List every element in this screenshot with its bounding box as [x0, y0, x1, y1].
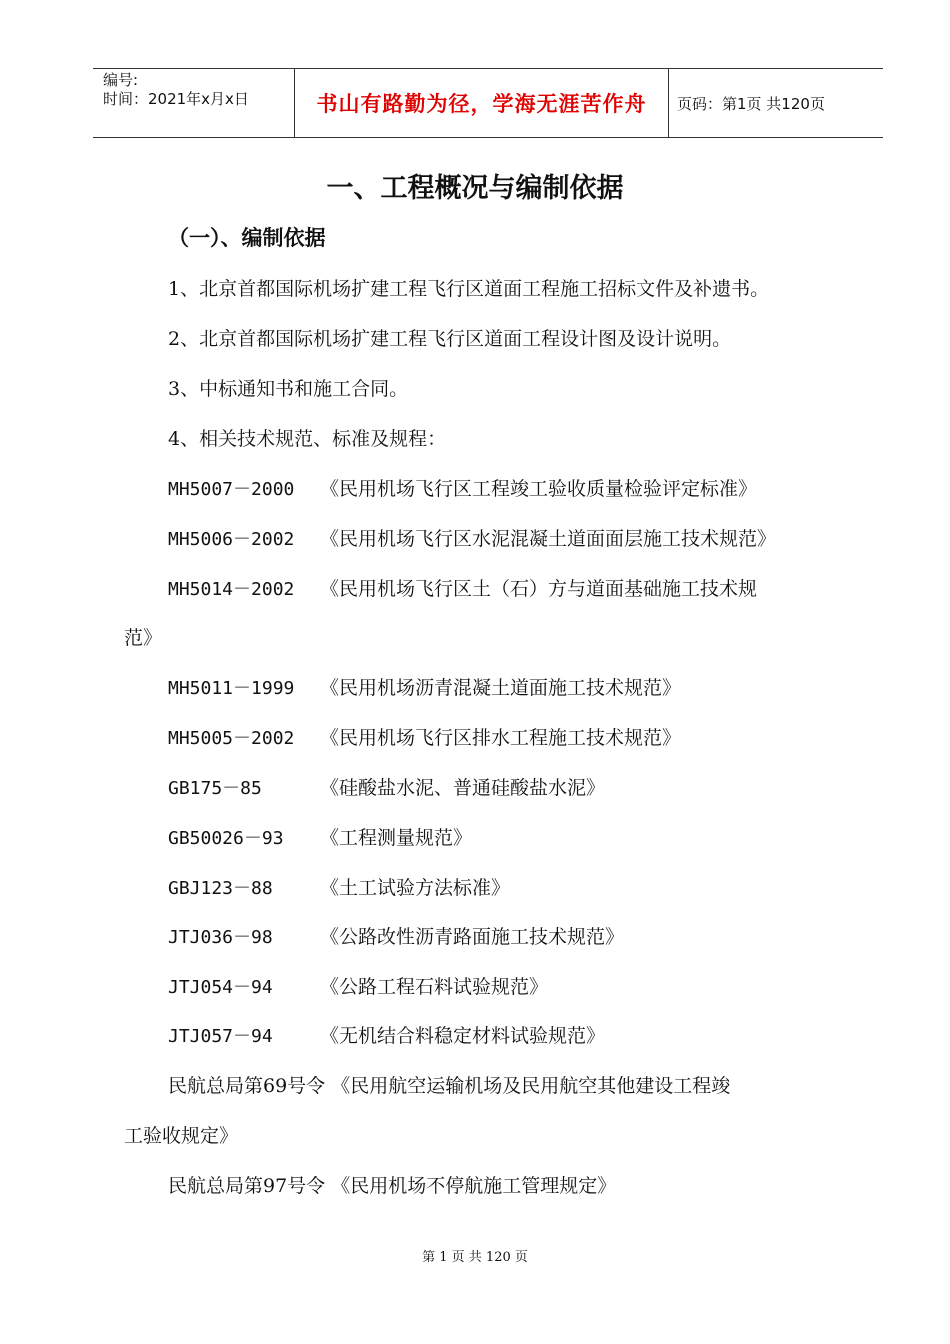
standard-name: 《硅酸盐水泥、普通硅酸盐水泥》: [320, 777, 606, 799]
standard-row: [168, 972, 548, 999]
order-line: 民航总局第69号令 《民用航空运输机场及民用航空其他建设工程竣: [168, 1075, 731, 1097]
document-header: [93, 68, 883, 138]
standard-name: 《民用机场沥青混凝土道面施工技术规范》: [320, 677, 682, 699]
page-number-label: 页码：第1页 共120页: [677, 94, 825, 113]
section-title: 一、工程概况与编制依据: [326, 173, 624, 204]
standard-row: [168, 524, 776, 551]
list-item: 1、北京首都国际机场扩建工程飞行区道面工程施工招标文件及补遗书。: [168, 278, 770, 300]
standard-name: 《工程测量规范》: [320, 827, 473, 849]
standard-code: JTJ054－94: [168, 977, 273, 998]
motto-text: 书山有路勤为径，学海无涯苦作舟: [316, 92, 647, 116]
standard-name: 《民用机场飞行区土（石）方与道面基础施工技术规: [320, 578, 758, 600]
standard-code: GB175－85: [168, 778, 262, 799]
order-line: 民航总局第97号令 《民用机场不停航施工管理规定》: [168, 1175, 617, 1197]
standard-name: 范》: [124, 627, 163, 649]
standard-code: MH5006－2002: [168, 529, 295, 550]
standard-name: 《无机结合料稳定材料试验规范》: [320, 1025, 606, 1047]
standard-name: 《民用机场飞行区水泥混凝土道面面层施工技术规范》: [320, 528, 777, 550]
standard-code: MH5005－2002: [168, 728, 295, 749]
standard-name: 《民用机场飞行区工程竣工验收质量检验评定标准》: [320, 478, 758, 500]
standard-code: JTJ057－94: [168, 1026, 273, 1047]
standard-row-continuation: [124, 623, 162, 650]
doc-number-label: 编号:: [103, 71, 139, 89]
standard-code: GBJ123－88: [168, 878, 273, 899]
standard-name: 《公路工程石料试验规范》: [320, 976, 549, 998]
standard-row: [168, 673, 681, 700]
standard-code: MH5007－2000: [168, 479, 295, 500]
standard-code: MH5014－2002: [168, 579, 295, 600]
standard-name: 《民用机场飞行区排水工程施工技术规范》: [320, 727, 682, 749]
page-footer: 第 1 页 共 120 页: [422, 1250, 528, 1265]
doc-time-label: 时间：2021年x月x日: [103, 90, 249, 108]
subsection-title: （一）、编制依据: [168, 226, 326, 250]
standard-name: 《土工试验方法标准》: [320, 877, 511, 899]
list-item: 2、北京首都国际机场扩建工程飞行区道面工程设计图及设计说明。: [168, 328, 732, 350]
standard-name: 《公路改性沥青路面施工技术规范》: [320, 926, 625, 948]
standard-row: [168, 823, 472, 850]
standard-row: [168, 922, 624, 949]
header-motto-cell: [295, 69, 669, 137]
header-page-cell: [669, 69, 883, 137]
standard-code: MH5011－1999: [168, 678, 295, 699]
order-line-continuation: 工验收规定》: [124, 1125, 239, 1147]
list-item: 3、中标通知书和施工合同。: [168, 378, 409, 400]
standard-row: [168, 1021, 605, 1048]
standard-row: [168, 474, 757, 501]
standard-code: GB50026－93: [168, 828, 284, 849]
header-info-cell: [93, 69, 295, 137]
list-item: 4、相关技术规范、标准及规程：: [168, 428, 447, 450]
standard-row: [168, 574, 757, 601]
standard-row: [168, 723, 681, 750]
standard-row: [168, 773, 605, 800]
standard-row: [168, 873, 510, 900]
standard-code: JTJ036－98: [168, 927, 273, 948]
